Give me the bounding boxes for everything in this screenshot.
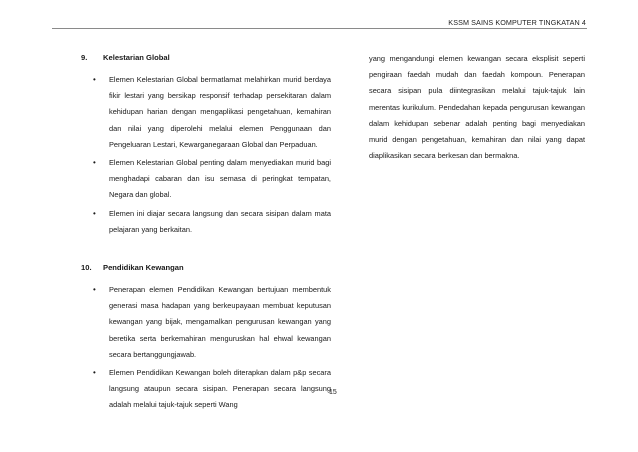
list-item <box>81 365 331 414</box>
list-item <box>81 282 331 363</box>
paragraph: yang mengandungi elemen kewangan secara eksplisit seperti pengiraan faedah mudah dan faedah kompoun. Penerapan secara sisipan pula diintegrasikan melalui tajuk-tajuk lain merentas kurikulum. Pendedahan kepada pengurusan kewangan dalam kehidupan sebenar adalah penting bagi menyediakan murid dengan pengetahuan, kemahiran dan nilai yang dapat diaplikasikan secara berkesan dan bermakna. <box>369 54 585 161</box>
bullet-icon: • <box>93 75 96 84</box>
page-number: 15 <box>329 389 337 396</box>
list-item-text: Elemen Kelestarian Global penting dalam menyediakan murid bagi menghadapi cabaran dan isu semasa di peringkat tempatan, Negara dan global. <box>109 158 331 200</box>
bullet-icon: • <box>93 368 96 378</box>
list-item-text: Elemen Pendidikan Kewangan boleh diterapkan dalam p&p secara langsung ataupun secara sisipan. Penerapan secara langsung adalah melalui tajuk-tajuk seperti Wang <box>109 368 331 410</box>
section-number: 10. <box>81 263 92 273</box>
bullet-icon: • <box>93 208 96 218</box>
list-item-text: Elemen ini diajar secara langsung dan secara sisipan dalam mata pelajaran yang berkaitan. <box>109 208 331 234</box>
bullet-icon: • <box>93 285 96 295</box>
bullet-list-pendidikan-kewangan <box>81 282 331 414</box>
page-header: KSSM SAINS KOMPUTER TINGKATAN 4 <box>448 18 586 27</box>
header-divider <box>52 28 587 29</box>
list-item-text: Penerapan elemen Pendidikan Kewangan bertujuan membentuk generasi masa hadapan yang berkeupayaan membuat keputusan kewangan yang bijak, mengamalkan pengurusan kewangan yang beretika serta berkemahiran menguruskan hal ehwal kewangan secara bertanggungjawab. <box>109 285 331 359</box>
spacer <box>81 240 331 260</box>
section-title: Kelestarian Global <box>103 53 170 62</box>
section-heading-pendidikan-kewangan <box>81 260 331 276</box>
list-item-text: Elemen Kelestarian Global bermatlamat melahirkan murid berdaya fikir lestari yang bersikap responsif terhadap persekitaran dalam kehidupan harian dengan mengaplikasi pengetahuan, kemahiran dan nilai yang diperolehi melalui elemen Penggunaan dan Pengeluaran Lestari, Kewarganegaraan Global dan Perpaduan. <box>109 75 331 149</box>
section-number: 9. <box>81 53 88 62</box>
list-item <box>81 206 331 238</box>
list-item <box>81 155 331 204</box>
left-column <box>81 50 331 416</box>
section-heading-kelestarian-global <box>81 50 331 66</box>
right-column <box>369 51 585 164</box>
bullet-list-kelestarian-global <box>81 72 331 238</box>
list-item <box>81 72 331 153</box>
section-title: Pendidikan Kewangan <box>103 263 184 273</box>
bullet-icon: • <box>93 158 96 168</box>
